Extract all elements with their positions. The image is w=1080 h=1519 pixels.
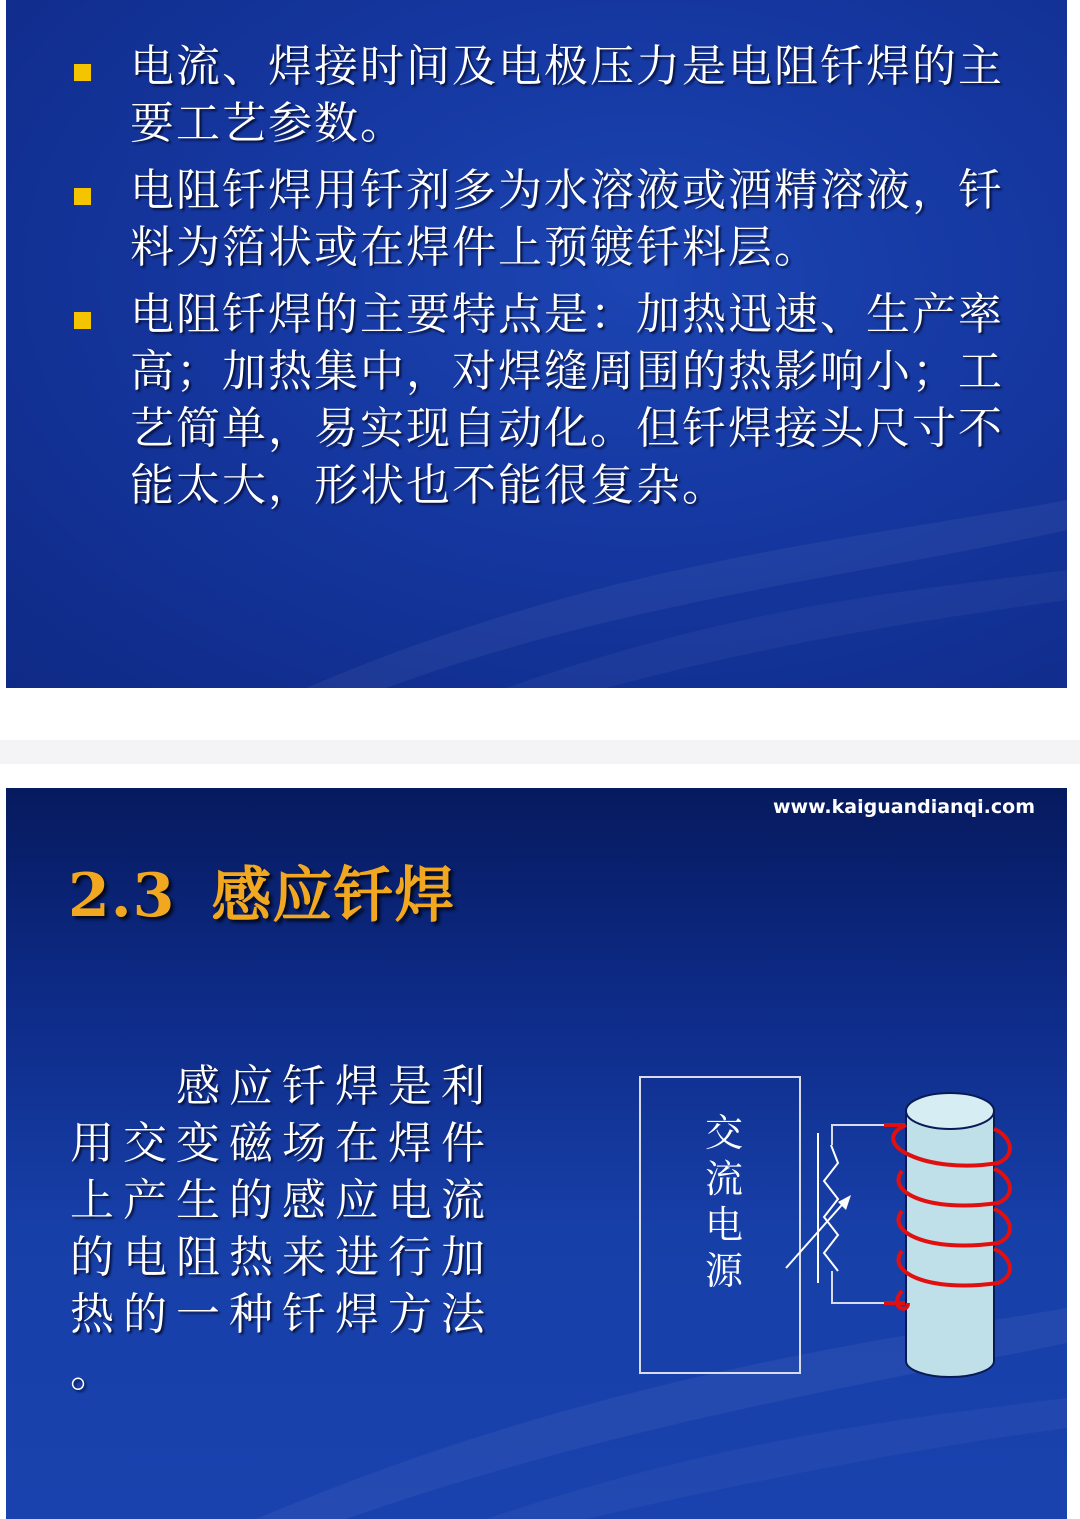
slide-separator	[0, 740, 1080, 764]
bullet-text: 电阻钎焊用钎剂多为水溶液或酒精溶液，钎料为箔状或在焊件上预镀钎料层。	[130, 165, 1004, 273]
definition-paragraph: 感应钎焊是利用交变磁场在焊件上产生的感应电流的电阻热来进行加热的一种钎焊方法 。	[70, 1061, 494, 1397]
bullet-item	[66, 162, 1046, 276]
bullet-list	[66, 38, 1046, 524]
title-text: 感应钎焊	[211, 861, 456, 931]
bullet-square-icon	[74, 188, 91, 205]
bullet-item	[66, 38, 1046, 152]
upper-wire	[832, 1125, 884, 1145]
watermark-url: www.kaiguandianqi.com	[772, 796, 1035, 818]
bullet-square-icon	[74, 312, 91, 329]
slide-title	[68, 848, 455, 934]
bullet-item	[66, 286, 1046, 514]
bullet-square-icon	[74, 64, 91, 81]
slide-induction-brazing	[6, 788, 1067, 1519]
bullet-text: 电流、焊接时间及电极压力是电阻钎焊的主要工艺参数。	[130, 41, 1004, 149]
bullet-text: 电阻钎焊的主要特点是：加热迅速、生产率高；加热集中，对焊缝周围的热影响小；工艺简单，易实现自动化。但钎焊接头尺寸不能太大，形状也不能很复杂。	[130, 289, 1004, 511]
lower-wire	[832, 1271, 884, 1303]
slide-resistance-brazing	[6, 0, 1067, 688]
induction-brazing-diagram	[626, 1063, 1046, 1393]
variable-inductor-icon	[786, 1133, 851, 1283]
workpiece-cylinder	[906, 1093, 994, 1377]
power-source-label: 交流电源	[704, 1111, 743, 1293]
title-number: 2.3	[68, 861, 176, 931]
